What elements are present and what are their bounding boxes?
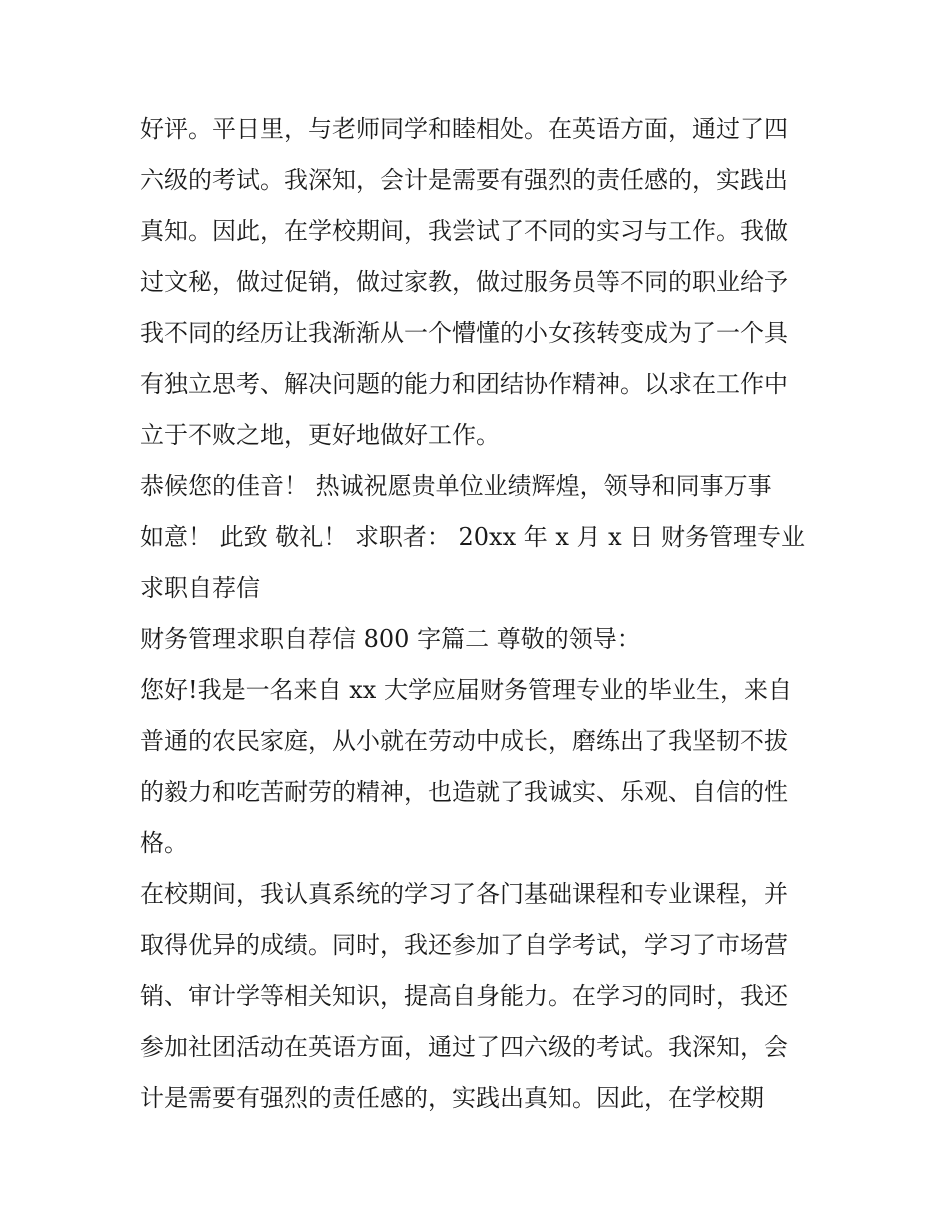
- text-line-19: 参加社团活动在英语方面，通过了四六级的考试。我深知，会: [140, 1033, 788, 1061]
- text-line-18: 销、审计学等相关知识，提高自身能力。在学习的同时，我还: [140, 982, 788, 1010]
- text-line-1: 好评。平日里，与老师同学和睦相处。在英语方面，通过了四: [140, 115, 788, 143]
- text-line-2: 六级的考试。我深知，会计是需要有强烈的责任感的，实践出: [140, 166, 788, 194]
- text-line-12: 您好!我是一名来自 xx 大学应届财务管理专业的毕业生，来自: [140, 676, 792, 704]
- text-line-7: 立于不败之地，更好地做好工作。: [140, 421, 500, 449]
- text-line-9: 如意！ 此致 敬礼！ 求职者： 20xx 年 x 月 x 日 财务管理专业: [140, 523, 805, 551]
- text-line-17: 取得优异的成绩。同时，我还参加了自学考试，学习了市场营: [140, 931, 788, 959]
- text-line-13: 普通的农民家庭，从小就在劳动中成长，磨练出了我坚韧不拔: [140, 727, 788, 755]
- text-line-16: 在校期间，我认真系统的学习了各门基础课程和专业课程，并: [140, 880, 788, 908]
- text-line-4: 过文秘，做过促销，做过家教，做过服务员等不同的职业给予: [140, 268, 788, 296]
- document-body: [140, 104, 812, 1124]
- text-line-3: 真知。因此，在学校期间，我尝试了不同的实习与工作。我做: [140, 217, 788, 245]
- text-line-11: 财务管理求职自荐信 800 字篇二 尊敬的领导：: [140, 625, 641, 653]
- text-line-8: 恭候您的佳音！ 热诚祝愿贵单位业绩辉煌，领导和同事万事: [140, 472, 772, 500]
- text-line-20: 计是需要有强烈的责任感的，实践出真知。因此，在学校期: [140, 1084, 764, 1112]
- text-line-14: 的毅力和吃苦耐劳的精神，也造就了我诚实、乐观、自信的性: [140, 778, 788, 806]
- text-line-10: 求职自荐信: [140, 574, 260, 602]
- text-line-6: 有独立思考、解决问题的能力和团结协作精神。以求在工作中: [140, 370, 788, 398]
- text-line-5: 我不同的经历让我渐渐从一个懵懂的小女孩转变成为了一个具: [140, 319, 788, 347]
- text-line-15: 格。: [140, 829, 188, 857]
